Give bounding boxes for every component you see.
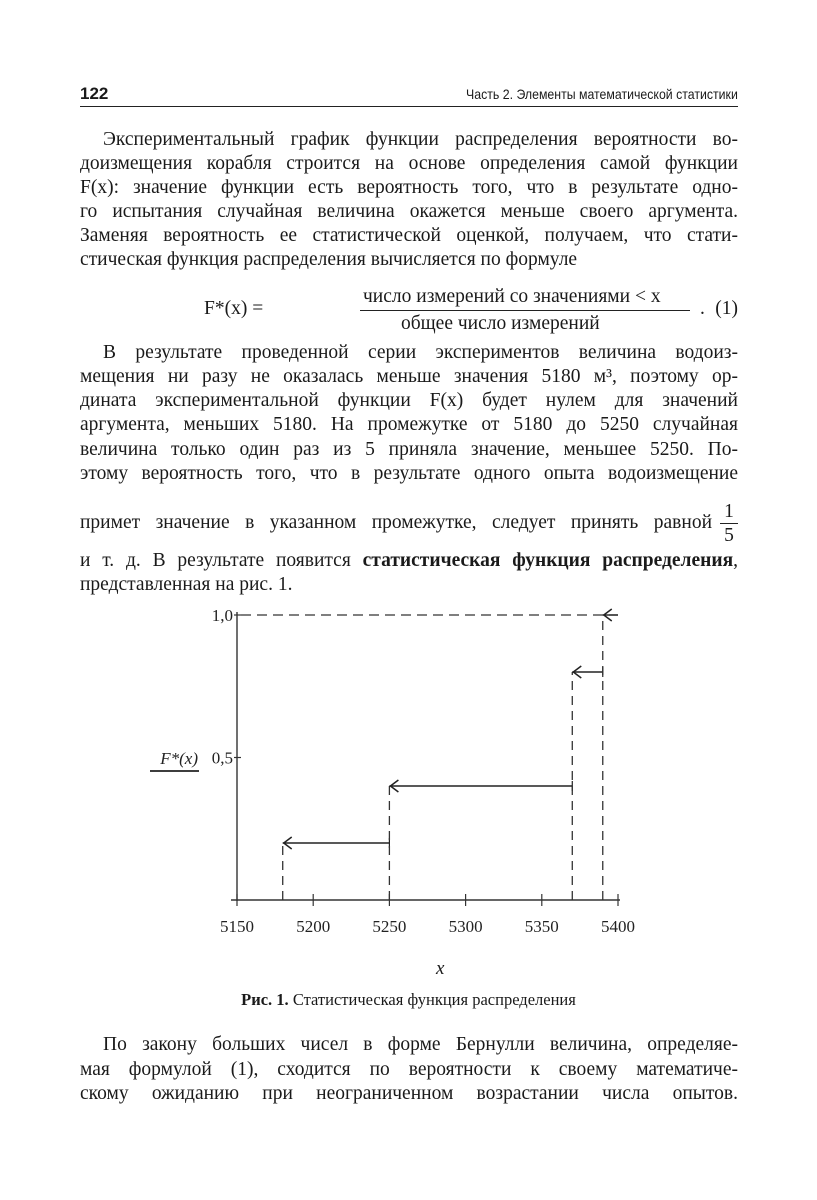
page-number: 122	[80, 84, 109, 103]
text-line: Экспериментальный график функции распределения вероятности во-	[103, 129, 738, 150]
x-tick-label: 5200	[296, 917, 331, 936]
text-line: В результате проведенной серии экспериментов величина водоиз-	[103, 342, 738, 363]
text-line: стическая функция распределения вычисляется по формуле	[80, 249, 578, 270]
text-line: мая формулой (1), сходится по вероятности к своему математиче-	[80, 1059, 738, 1080]
formula-dot: .	[700, 298, 705, 319]
text-line: представленная на рис. 1.	[80, 574, 293, 595]
text-span: ,	[733, 550, 738, 571]
caption-text: Статистическая функция распределения	[288, 990, 576, 1009]
text-line: F(x): значение функции есть вероятность того, что в результате одно-	[80, 177, 738, 198]
text-line: скому ожиданию при неограниченном возрастании числа опытов.	[80, 1083, 738, 1104]
fraction-numerator: 1	[724, 501, 734, 522]
text-line: Заменяя вероятность ее статистической оценкой, получаем, что стати-	[80, 225, 738, 246]
fraction-denominator: 5	[724, 525, 734, 546]
running-title: Часть 2. Элементы математической статистики	[466, 86, 738, 102]
y-tick-label: 1,0	[211, 606, 233, 625]
text-line: аргумента, меньших 5180. На промежутке от 5180 до 5250 случайная	[80, 414, 738, 435]
x-tick-label: 5150	[220, 917, 254, 936]
y-tick-label: 0,5	[211, 748, 233, 768]
x-axis-label: x	[436, 958, 445, 979]
formula-lhs: F*(x) =	[204, 298, 264, 319]
formula-numerator: число измерений со значениями < x	[363, 286, 661, 307]
x-tick-label: 5400	[601, 917, 635, 936]
text-line: примет значение в указанном промежутке, следует принять равной	[80, 512, 712, 533]
text-line: доизмещения корабля строится на основе определения самой функции	[80, 153, 738, 174]
bold-term: статистическая функция распределения	[362, 550, 734, 571]
text-span: и т. д. В результате появится	[80, 550, 363, 571]
equation-number: (1)	[715, 298, 738, 319]
x-tick-label: 5300	[448, 917, 483, 936]
text-line: величина только один раз из 5 приняла значение, меньшее 5250. По-	[80, 439, 738, 460]
text-line: этому вероятность того, что в результате одного опыта водоизмещение	[80, 463, 738, 484]
text-line: го испытания случайная величина окажется меньше своего аргумента.	[80, 201, 738, 222]
text-line: мещения ни разу не оказалась меньше значения 5180 м³, поэтому ор-	[80, 366, 738, 387]
x-tick-label: 5250	[372, 917, 407, 936]
figure-caption	[0, 990, 817, 1010]
formula-denominator: общее число измерений	[401, 313, 600, 334]
y-axis-label: F*(x)	[160, 749, 198, 768]
text-line: По закону больших чисел в форме Бернулли величина, определяе-	[103, 1034, 738, 1055]
text-line: дината экспериментальной функции F(x) будет нулем для значений	[80, 390, 738, 411]
caption-label: Рис. 1.	[241, 990, 289, 1009]
x-tick-label: 5350	[524, 917, 559, 936]
